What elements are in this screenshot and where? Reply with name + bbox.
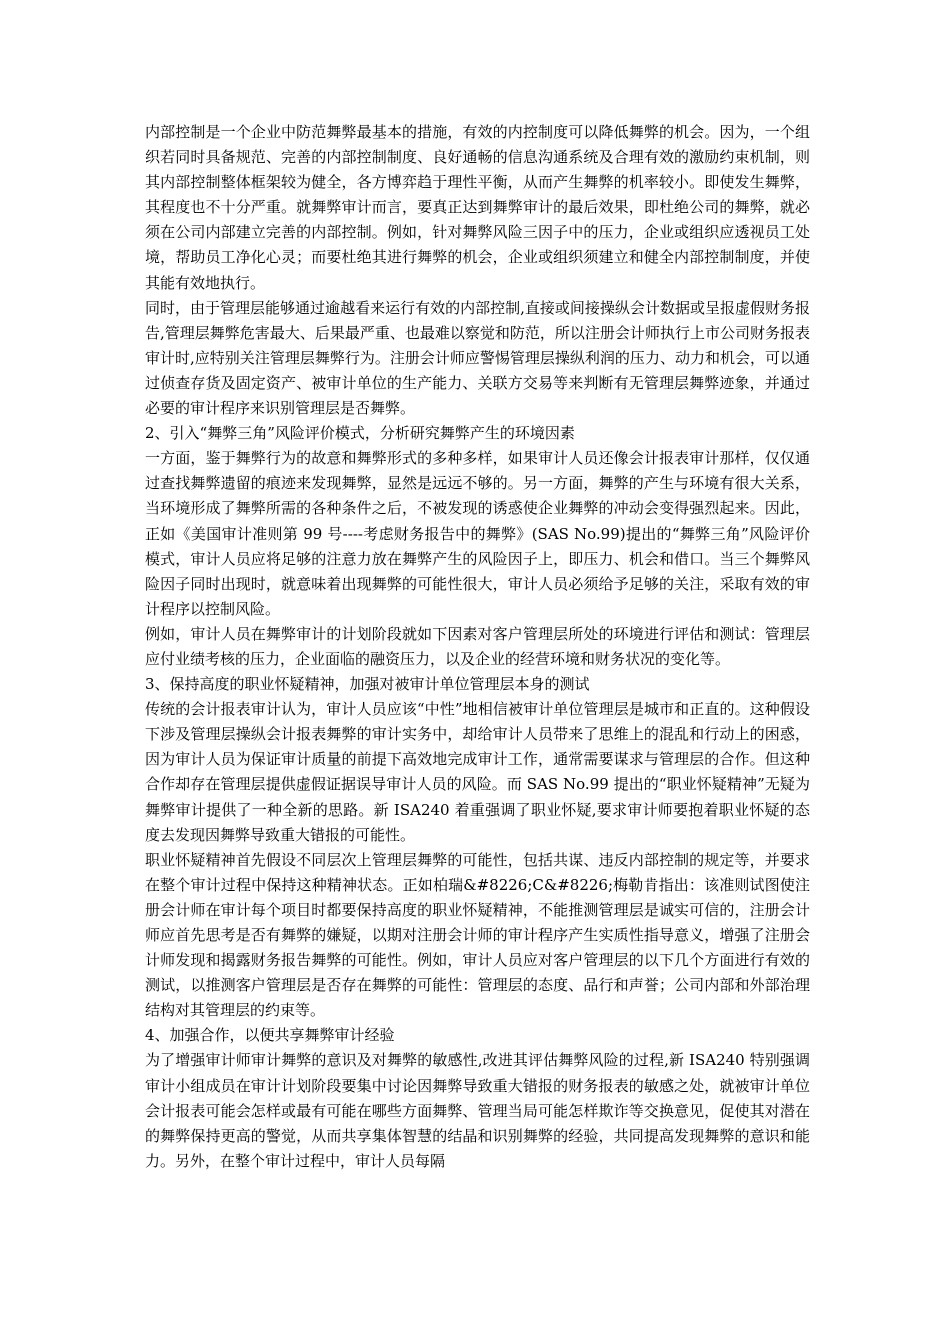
paragraph-professional-skepticism: 职业怀疑精神首先假设不同层次上管理层舞弊的可能性，包括共谋、违反内部控制的规定等，并要求在整个审计过程中保持这种精神状态。正如柏瑞&#8226;C&#8226;梅勒肯指出：该准则试图使注册会计师在审计每个项目时都要保持高度的职业怀疑精神，不能推测管理层是诚实可信的，注册会计师应首先思考是否有舞弊的嫌疑，以期对注册会计师的审计程序产生实质性指导意义，增强了注册会计师发现和揭露财务报告舞弊的可能性。例如，审计人员应对客户管理层的以下几个方面进行有效的测试，以推测客户管理层是否存在舞弊的可能性：管理层的态度、品行和声誉；公司内部和外部治理结构对其管理层的约束等。 bbox=[145, 850, 810, 1020]
paragraph-fraud-triangle: 一方面，鉴于舞弊行为的故意和舞弊形式的多种多样，如果审计人员还像会计报表审计那样，仅仅通过查找舞弊遗留的痕迹来发现舞弊，显然是远远不够的。另一方面，舞弊的产生与环境有很大关系，当环境形成了舞弊所需的各种条件之后，不被发现的诱惑使企业舞弊的冲动会变得强烈起来。因此，正如《美国审计准则第 99 号----考虑财务报告中的舞弊》(SAS No.99)提出的“舞弊三角”风险评价模式，审计人员应将足够的注意力放在舞弊产生的风险因子上，即压力、机会和借口。当三个舞弊风险因子同时出现时，就意味着出现舞弊的可能性很大，审计人员必须给予足够的关注，采取有效的审计程序以控制风险。 bbox=[145, 449, 810, 618]
paragraph-management-fraud: 同时，由于管理层能够通过逾越看来运行有效的内部控制,直接或间接操纵会计数据或呈报虚假财务报告,管理层舞弊危害最大、后果最严重、也最难以察觉和防范，所以注册会计师执行上市公司财务报表审计时,应特别关注管理层舞弊行为。注册会计师应警惕管理层操纵利润的压力、动力和机会，可以通过侦查存货及固定资产、被审计单位的生产能力、关联方交易等来判断有无管理层舞弊迹象，并通过必要的审计程序来识别管理层是否舞弊。 bbox=[145, 298, 810, 418]
paragraph-environment-example: 例如，审计人员在舞弊审计的计划阶段就如下因素对客户管理层所处的环境进行评估和测试：管理层应付业绩考核的压力，企业面临的融资压力，以及企业的经营环境和财务状况的变化等。 bbox=[145, 624, 810, 668]
section-heading-4: 4、加强合作，以便共享舞弊审计经验 bbox=[145, 1026, 395, 1045]
paragraph-cooperation: 为了增强审计师审计舞弊的意识及对舞弊的敏感性,改进其评估舞弊风险的过程,新 ISA240 特别强调审计小组成员在审计计划阶段要集中讨论因舞弊导致重大错报的财务报表的敏感之处，就被审计单位会计报表可能会怎样或最有可能在哪些方面舞弊、管理当局可能怎样欺诈等交换意见，促使其对潜在的舞弊保持更高的警觉，从而共享集体智慧的结晶和识别舞弊的经验，共同提高发现舞弊的意识和能力。另外，在整个审计过程中，审计人员每隔 bbox=[145, 1051, 810, 1170]
document-body bbox=[145, 120, 810, 1174]
section-heading-3: 3、保持高度的职业怀疑精神，加强对被审计单位管理层本身的测试 bbox=[145, 675, 590, 694]
section-heading-2: 2、引入“舞弊三角”风险评价模式，分析研究舞弊产生的环境因素 bbox=[145, 424, 575, 443]
paragraph-internal-control: 内部控制是一个企业中防范舞弊最基本的措施，有效的内控制度可以降低舞弊的机会。因为，一个组织若同时具备规范、完善的内部控制制度、良好通畅的信息沟通系统及合理有效的激励约束机制，则其内部控制整体框架较为健全，各方博弈趋于理性平衡，从而产生舞弊的机率较小。即使发生舞弊，其程度也不十分严重。就舞弊审计而言，要真正达到舞弊审计的最后效果，即杜绝公司的舞弊，就必须在公司内部建立完善的内部控制。例如，针对舞弊风险三因子中的压力，企业或组织应透视员工处境，帮助员工净化心灵；而要杜绝其进行舞弊的机会，企业或组织须建立和健全内部控制制度，并使其能有效地执行。 bbox=[145, 123, 810, 292]
paragraph-traditional-audit: 传统的会计报表审计认为，审计人员应该“中性”地相信被审计单位管理层是城市和正直的。这种假设下涉及管理层操纵会计报表舞弊的审计实务中，却给审计人员带来了思维上的混乱和行动上的困惑，因为审计人员为保证审计质量的前提下高效地完成审计工作，通常需要谋求与管理层的合作。但这种合作却存在管理层提供虚假证据误导审计人员的风险。而 SAS No.99 提出的“职业怀疑精神”无疑为舞弊审计提供了一种全新的思路。新 ISA240 着重强调了职业怀疑,要求审计师要抱着职业怀疑的态度去发现因舞弊导致重大错报的可能性。 bbox=[145, 700, 810, 844]
